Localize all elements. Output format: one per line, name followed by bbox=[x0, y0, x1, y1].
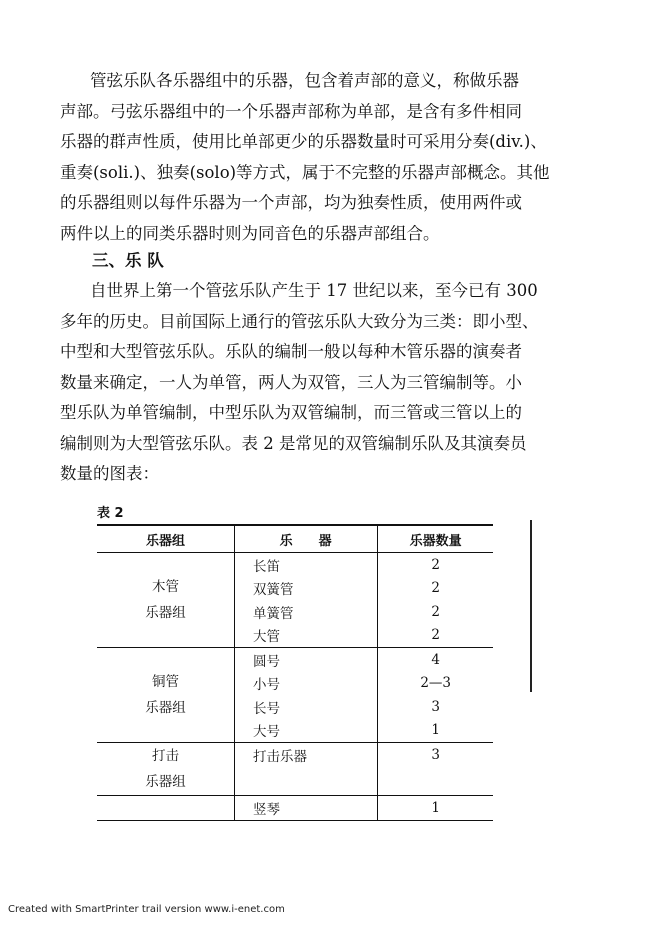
instrument-cell: 大管 bbox=[234, 624, 377, 648]
text-line: 多年的历史。目前国际上通行的管弦乐队大致分为三类：即小型、 bbox=[60, 311, 539, 331]
instrument-cell bbox=[234, 768, 377, 796]
group-label-brass bbox=[97, 648, 234, 743]
instrument-cell: 大号 bbox=[234, 719, 377, 743]
text-line: 声部。弓弦乐器组中的一个乐器声部称为单部，是含有多件相同 bbox=[60, 101, 522, 121]
group-label-line: 木管 bbox=[151, 579, 179, 595]
table-row bbox=[97, 648, 493, 672]
text-line: 数量来确定，一人为单管，两人为双管，三人为三管编制等。小 bbox=[60, 372, 522, 392]
count-cell: 4 bbox=[431, 651, 440, 668]
table-row bbox=[97, 553, 493, 577]
text-line: 自世界上第一个管弦乐队产生于 17 世纪以来，至今已有 300 bbox=[90, 281, 538, 300]
table-caption: 表 2 bbox=[97, 506, 124, 521]
count-cell: 2 bbox=[431, 603, 440, 620]
count-cell: 2 bbox=[378, 624, 493, 648]
table-row bbox=[97, 796, 493, 821]
count-cell: 1 bbox=[378, 719, 493, 743]
instrument-cell: 单簧管 bbox=[234, 600, 377, 624]
instrument-cell: 打击乐器 bbox=[234, 743, 377, 768]
instrument-cell: 长笛 bbox=[234, 553, 377, 577]
count-cell: 1 bbox=[378, 796, 493, 821]
text-line: 重奏(soli.)、独奏(solo)等方式，属于不完整的乐器声部概念。其他 bbox=[60, 162, 550, 182]
group-label-woodwind bbox=[97, 553, 234, 648]
text-line: 两件以上的同类乐器时则为同音色的乐器声部组合。 bbox=[60, 223, 440, 243]
instrument-table bbox=[97, 524, 493, 821]
text-line: 管弦乐队各乐器组中的乐器，包含着声部的意义，称做乐器 bbox=[90, 71, 519, 90]
group-label-line: 铜管 bbox=[151, 674, 179, 690]
scan-edge-line bbox=[530, 520, 532, 692]
text-line: 中型和大型管弦乐队。乐队的编制一般以每种木管乐器的演奏者 bbox=[60, 342, 522, 361]
count-cell bbox=[378, 768, 493, 796]
text-line: 的乐器组则以每件乐器为一个声部，均为独奏性质，使用两件或 bbox=[60, 193, 522, 212]
instrument-cell: 竖琴 bbox=[234, 796, 377, 821]
count-cell: 3 bbox=[431, 747, 440, 764]
group-label-line: 乐器组 bbox=[145, 774, 186, 790]
instrument-cell: 双簧管 bbox=[234, 577, 377, 601]
table-header-row bbox=[97, 525, 493, 553]
count-cell: 3 bbox=[431, 698, 440, 715]
group-label-harp bbox=[97, 796, 234, 821]
paragraph-orchestra-types bbox=[60, 276, 580, 490]
instrument-cell: 小号 bbox=[234, 672, 377, 696]
table-row bbox=[97, 743, 493, 768]
count-cell: 2 bbox=[431, 556, 440, 573]
header-group: 乐器组 bbox=[97, 525, 234, 553]
paragraph-orchestra-sections bbox=[60, 66, 580, 249]
count-cell: 2 bbox=[431, 580, 440, 597]
header-count: 乐器数量 bbox=[378, 525, 493, 553]
header-instrument: 乐 器 bbox=[234, 525, 377, 553]
text-line: 编制则为大型管弦乐队。表 2 是常见的双管编制乐队及其演奏员 bbox=[60, 433, 527, 453]
instrument-cell: 长号 bbox=[234, 695, 377, 719]
count-cell: 2—3 bbox=[420, 675, 452, 692]
text-line: 型乐队为单管编制，中型乐队为双管编制，而三管或三管以上的 bbox=[60, 403, 522, 422]
section-heading: 三、乐 队 bbox=[92, 251, 164, 270]
group-label-line: 乐器组 bbox=[145, 605, 186, 621]
group-label-line: 乐器组 bbox=[145, 700, 186, 716]
watermark-footer: Created with SmartPrinter trail version www.i-enet.com bbox=[8, 904, 285, 915]
group-label-line: 打击 bbox=[151, 748, 179, 764]
instrument-cell: 圆号 bbox=[234, 648, 377, 672]
text-line: 数量的图表： bbox=[60, 464, 159, 483]
text-line: 乐器的群声性质，使用比单部更少的乐器数量时可采用分奏(div.)、 bbox=[60, 132, 547, 151]
group-label-percussion bbox=[97, 743, 234, 796]
